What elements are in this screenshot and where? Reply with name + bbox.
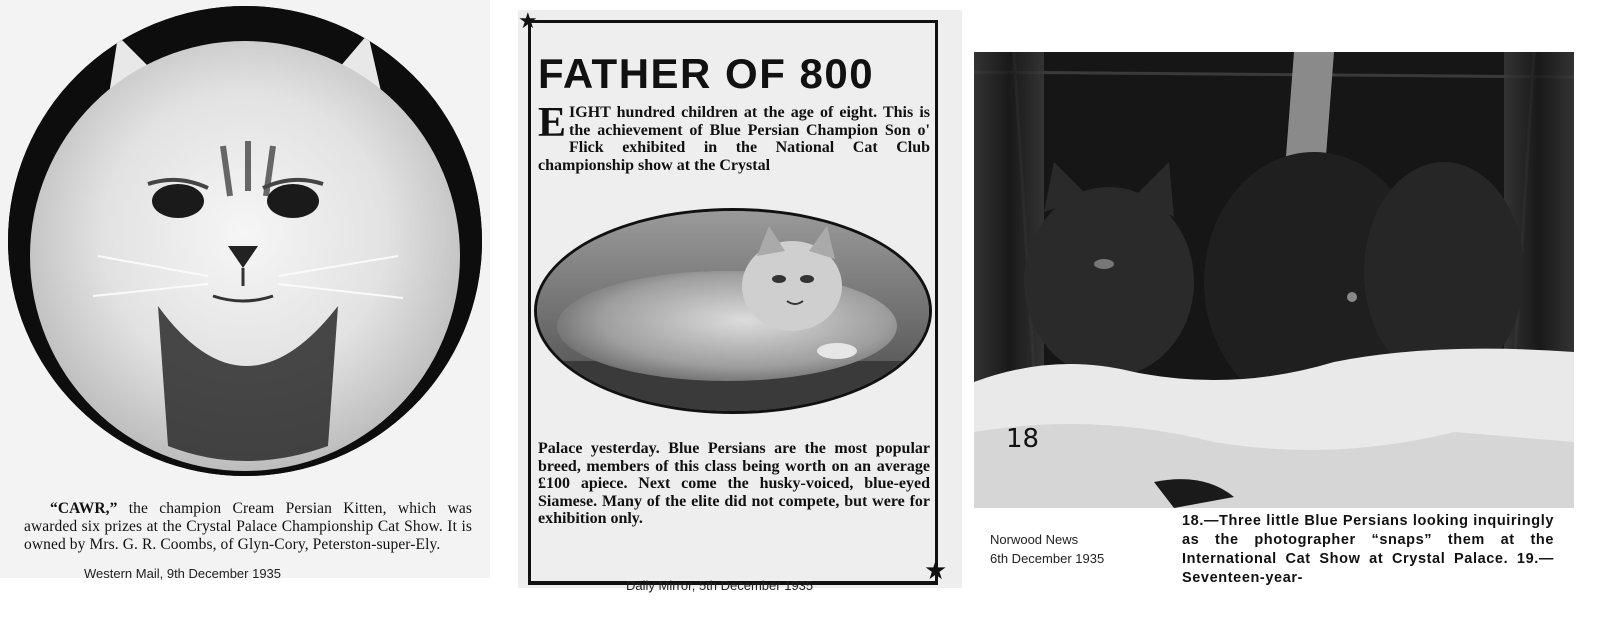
norwood-news-clipping (974, 52, 1574, 590)
article-body-top (538, 100, 930, 174)
star-icon: ★ (924, 556, 948, 585)
cream-persian-kitten-photo (8, 6, 482, 476)
kitten-caption (24, 500, 472, 554)
caption-name: “CAWR,” (50, 500, 118, 517)
western-mail-clipping (0, 0, 490, 578)
blue-persian-photo (534, 208, 932, 414)
caption-text: the champion Cream Persian Kitten, which was awarded six prizes at the Crystal Palace Championship Cat Show. It is owned by Mrs. G. R. Coombs, of Glyn-Cory, Peterston-super-Ely. (24, 500, 472, 553)
star-icon: ★ (518, 8, 538, 33)
article-body-top-text: IGHT hundred children at the age of eight. This is the achievement of Blue Persian Champion Son o' Flick exhibited in the National Cat Club championship show at the Crystal (538, 104, 930, 174)
article-body-bottom: Palace yesterday. Blue Persians are the most popular breed, members of this class being worth on an average £100 apiece. Next come the husky-voiced, blue-eyed Siamese. Many of the elite did not compete, but were for exhibition only. (538, 440, 930, 527)
kitten-illustration (8, 6, 482, 476)
source-daily-mirror: Daily Mirror, 5th December 1935 (626, 578, 814, 593)
source-paper-name: Norwood News (990, 532, 1079, 547)
daily-mirror-clipping (518, 10, 962, 588)
source-paper-date: 6th December 1935 (990, 551, 1105, 566)
persian-cat-illustration (537, 211, 929, 411)
photo-number: 18 (1006, 424, 1040, 454)
source-western-mail: Western Mail, 9th December 1935 (84, 566, 282, 581)
article-headline: FATHER OF 800 (538, 50, 875, 97)
kittens-basket-illustration (974, 52, 1574, 508)
three-blue-persians-photo (974, 52, 1574, 508)
source-norwood-news (990, 530, 1104, 568)
kittens-caption: 18.—Three little Blue Persians looking inquiringly as the photographer “snaps” them at the International Cat Show at Crystal Palace. 19.—Seventeen-year- (1182, 513, 1554, 586)
drop-cap: E (538, 100, 567, 146)
